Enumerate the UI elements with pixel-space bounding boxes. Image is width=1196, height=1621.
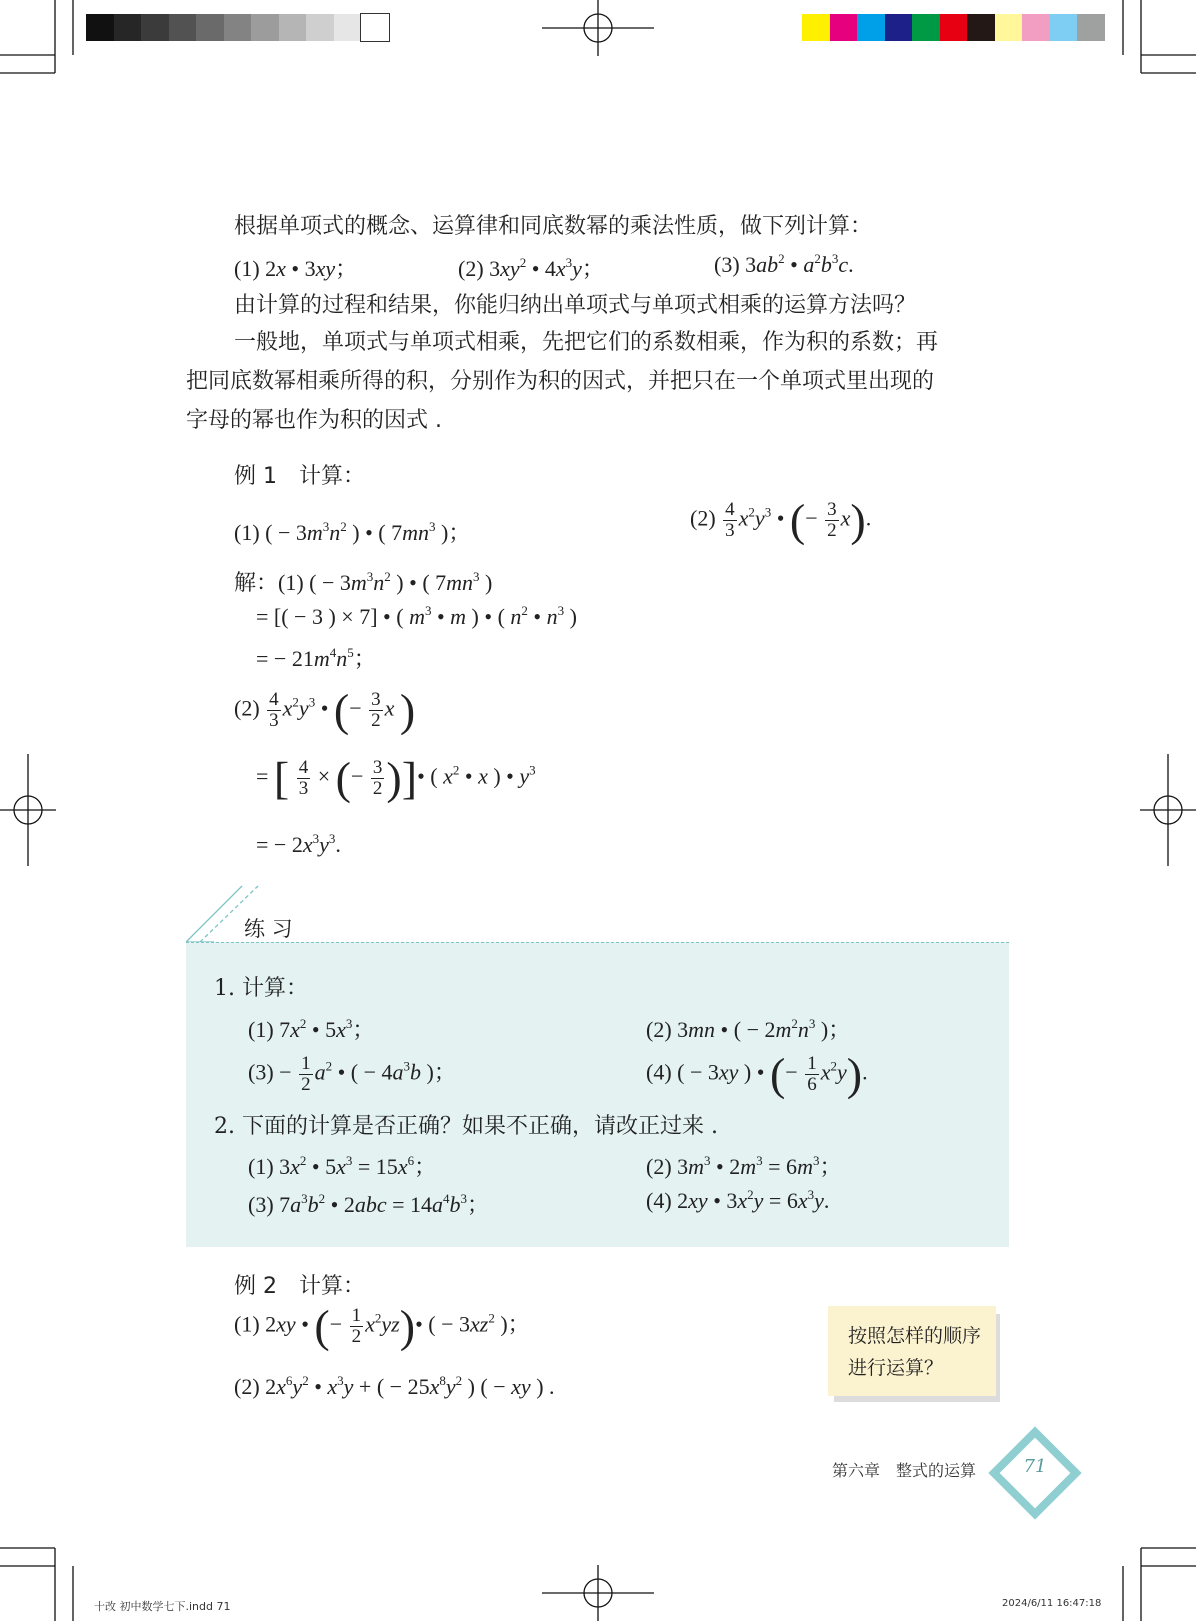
intro-problem-3: (3) $3ab^2$ • $a^2b^3c$.: [714, 251, 854, 277]
color-swatch: [1077, 14, 1105, 41]
exercise-q2-1: (1) $3x^2$ • $5x^3 = 15x^6$；: [248, 1153, 437, 1179]
color-swatch: [224, 14, 252, 41]
chapter-label: 第六章 整式的运算: [832, 1461, 977, 1480]
color-swatch: [251, 14, 279, 41]
intro-problem-2: (2) $3xy^2$ • $4x^3y$；: [458, 255, 604, 281]
color-swatch: [196, 14, 224, 41]
example1-problem-1: (1) ( − $3m^3n^2$ ) • ( $7mn^3$ )；: [234, 519, 471, 545]
exercise-q1: 1. 计算：: [214, 976, 308, 1001]
color-swatch: [1050, 14, 1078, 41]
color-swatch: [86, 14, 114, 41]
note-line-1: 按照怎样的顺序: [848, 1325, 982, 1347]
intro-text: 根据单项式的概念、运算律和同底数幂的乘法性质，做下列计算：: [234, 214, 873, 239]
solution-line-3: = − $21m^4n^5$；: [256, 645, 376, 671]
note-line-2: 进行运算？: [848, 1357, 944, 1379]
solution-line-1: 解：(1) ( − $3m^3n^2$ ) • ( $7mn^3$ ): [234, 569, 493, 596]
rule-line-1: 一般地，单项式与单项式相乘，先把它们的系数相乘，作为积的系数；再: [234, 330, 939, 355]
color-swatch: [1022, 14, 1050, 41]
color-swatch: [114, 14, 142, 41]
color-swatch: [940, 14, 968, 41]
intro-problem-1: (1) 2x • 3xy；: [234, 256, 358, 281]
exercise-q2-4: (4) 2xy • $3x^2y = 6x^3y$.: [646, 1187, 830, 1213]
color-swatch: [279, 14, 307, 41]
solution-line-2: = [( − 3 ) × 7] • ( $m^3$ • m ) • ( $n^2$ • $n^3$ ): [256, 603, 577, 629]
solution-line-6: = − $2x^3y^3$.: [256, 831, 341, 857]
color-swatch: [361, 14, 389, 41]
color-swatch: [857, 14, 885, 41]
color-swatch: [995, 14, 1023, 41]
solution-line-5: = [ $\frac{4}{3}$ × (− $\frac{3}{2}$ )]• ( $x^2$ • x ) • $y^3$: [256, 752, 536, 804]
example2-heading: 例 2 计算：: [234, 1274, 366, 1299]
color-swatch: [169, 14, 197, 41]
exercise-q1-2: (2) 3mn • ( − $2m^2n^3$ )；: [646, 1016, 851, 1042]
solution-line-4: (2) $\frac{4}{3}$ $x^2y^3$ • (− $\frac{3}{2}$ x ): [234, 684, 416, 736]
file-info: 十改 初中数学七下.indd 71: [94, 1600, 231, 1613]
example1-heading: 例 1 计算：: [234, 464, 366, 489]
color-swatch: [830, 14, 858, 41]
color-swatch: [802, 14, 830, 41]
exercise-q2: 2. 下面的计算是否正确？如果不正确，请改正过来 .: [214, 1114, 718, 1139]
example1-problem-2: (2) $\frac{4}{3}$ $x^2y^3$ • (− $\frac{3}{2}$ x).: [690, 494, 872, 546]
color-swatch: [912, 14, 940, 41]
color-swatch: [967, 14, 995, 41]
color-swatch: [885, 14, 913, 41]
rule-line-3: 字母的幂也作为积的因式 .: [186, 408, 442, 433]
question-text: 由计算的过程和结果，你能归纳出单项式与单项式相乘的运算方法吗？: [234, 293, 917, 318]
color-swatch: [334, 14, 362, 41]
example2-problem-2: (2) $2x^6y^2$ • $x^3y$ + ( − $25x^8y^2$ ) ( − xy ) .: [234, 1373, 555, 1399]
print-timestamp: 2024/6/11 16:47:18: [1002, 1598, 1102, 1609]
rule-line-2: 把同底数幂相乘所得的积，分别作为积的因式，并把只在一个单项式里出现的: [186, 369, 935, 394]
exercise-title: 练 习: [244, 917, 293, 941]
exercise-q1-1: (1) $7x^2$ • $5x^3$；: [248, 1016, 375, 1042]
color-swatch: [306, 14, 334, 41]
color-swatch: [141, 14, 169, 41]
exercise-q1-4: (4) ( − 3xy ) • (− $\frac{1}{6}$ $x^2y$).: [646, 1048, 868, 1100]
example2-problem-1: (1) 2xy • (− $\frac{1}{2}$ $x^2yz)•$ ( − $3xz^2$ )；: [234, 1300, 530, 1352]
page-number: 71: [1023, 1456, 1047, 1477]
exercise-q1-3: (3) − $\frac{1}{2}$ $a^2$ • ( − $4a^3b$ )；: [248, 1053, 456, 1095]
sticky-note: [828, 1306, 996, 1396]
exercise-q2-3: (3) $7a^3b^2$ • $2abc = 14a^4b^3$；: [248, 1191, 490, 1217]
exercise-q2-2: (2) $3m^3$ • $2m^3 = 6m^3$；: [646, 1153, 842, 1179]
